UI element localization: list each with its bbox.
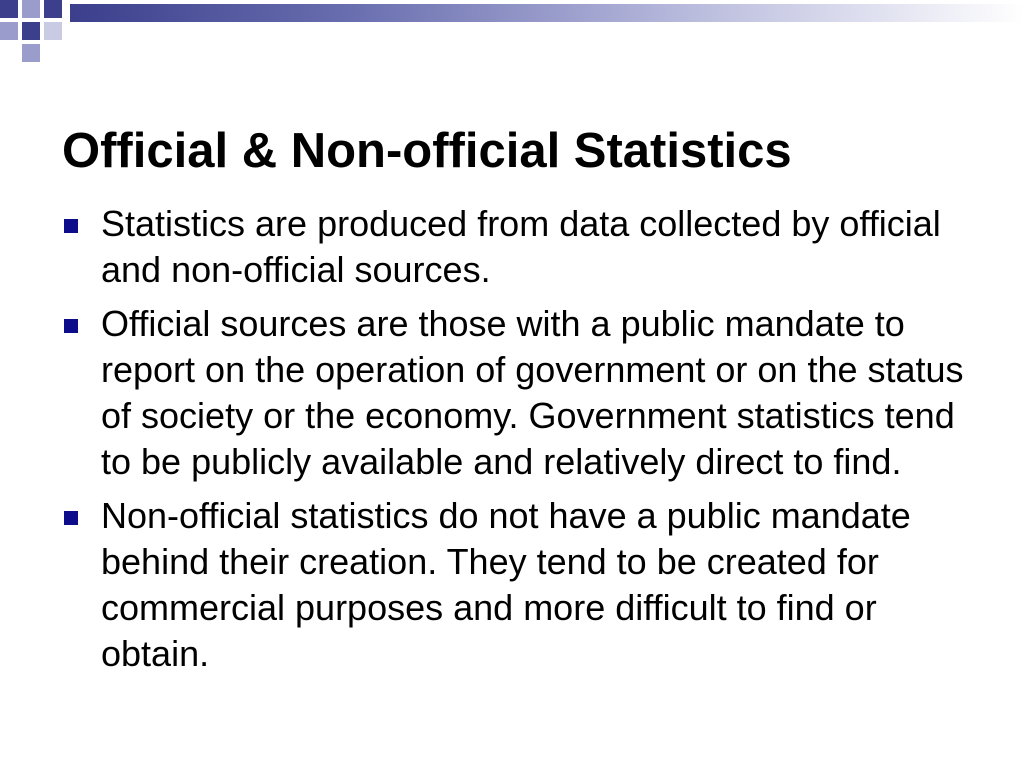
deco-square: [44, 22, 62, 40]
square-bullet-icon: [64, 219, 78, 233]
bullet-text: Non-official statistics do not have a public mandate behind their creation. They tend to be created for commercial purposes and more difficult to find or obtain.: [101, 495, 911, 674]
bullet-text: Official sources are those with a public mandate to report on the operation of government or on the status of society or the economy. Government statistics tend to be publicly available and relatively direct to find.: [101, 303, 964, 482]
bullet-list: [64, 201, 984, 685]
square-bullet-icon: [64, 319, 78, 333]
deco-square: [22, 0, 40, 18]
square-bullet-icon: [64, 511, 78, 525]
header-gradient-bar: [70, 4, 1024, 22]
deco-square: [0, 0, 18, 18]
deco-square: [0, 22, 18, 40]
deco-square: [22, 22, 40, 40]
bullet-item: [64, 201, 984, 293]
bullet-item: [64, 301, 984, 485]
bullet-text: Statistics are produced from data collected by official and non-official sources.: [101, 203, 941, 290]
deco-square: [22, 44, 40, 62]
deco-square: [44, 0, 62, 18]
slide-title: Official & Non-official Statistics: [62, 124, 792, 178]
bullet-item: [64, 493, 984, 677]
